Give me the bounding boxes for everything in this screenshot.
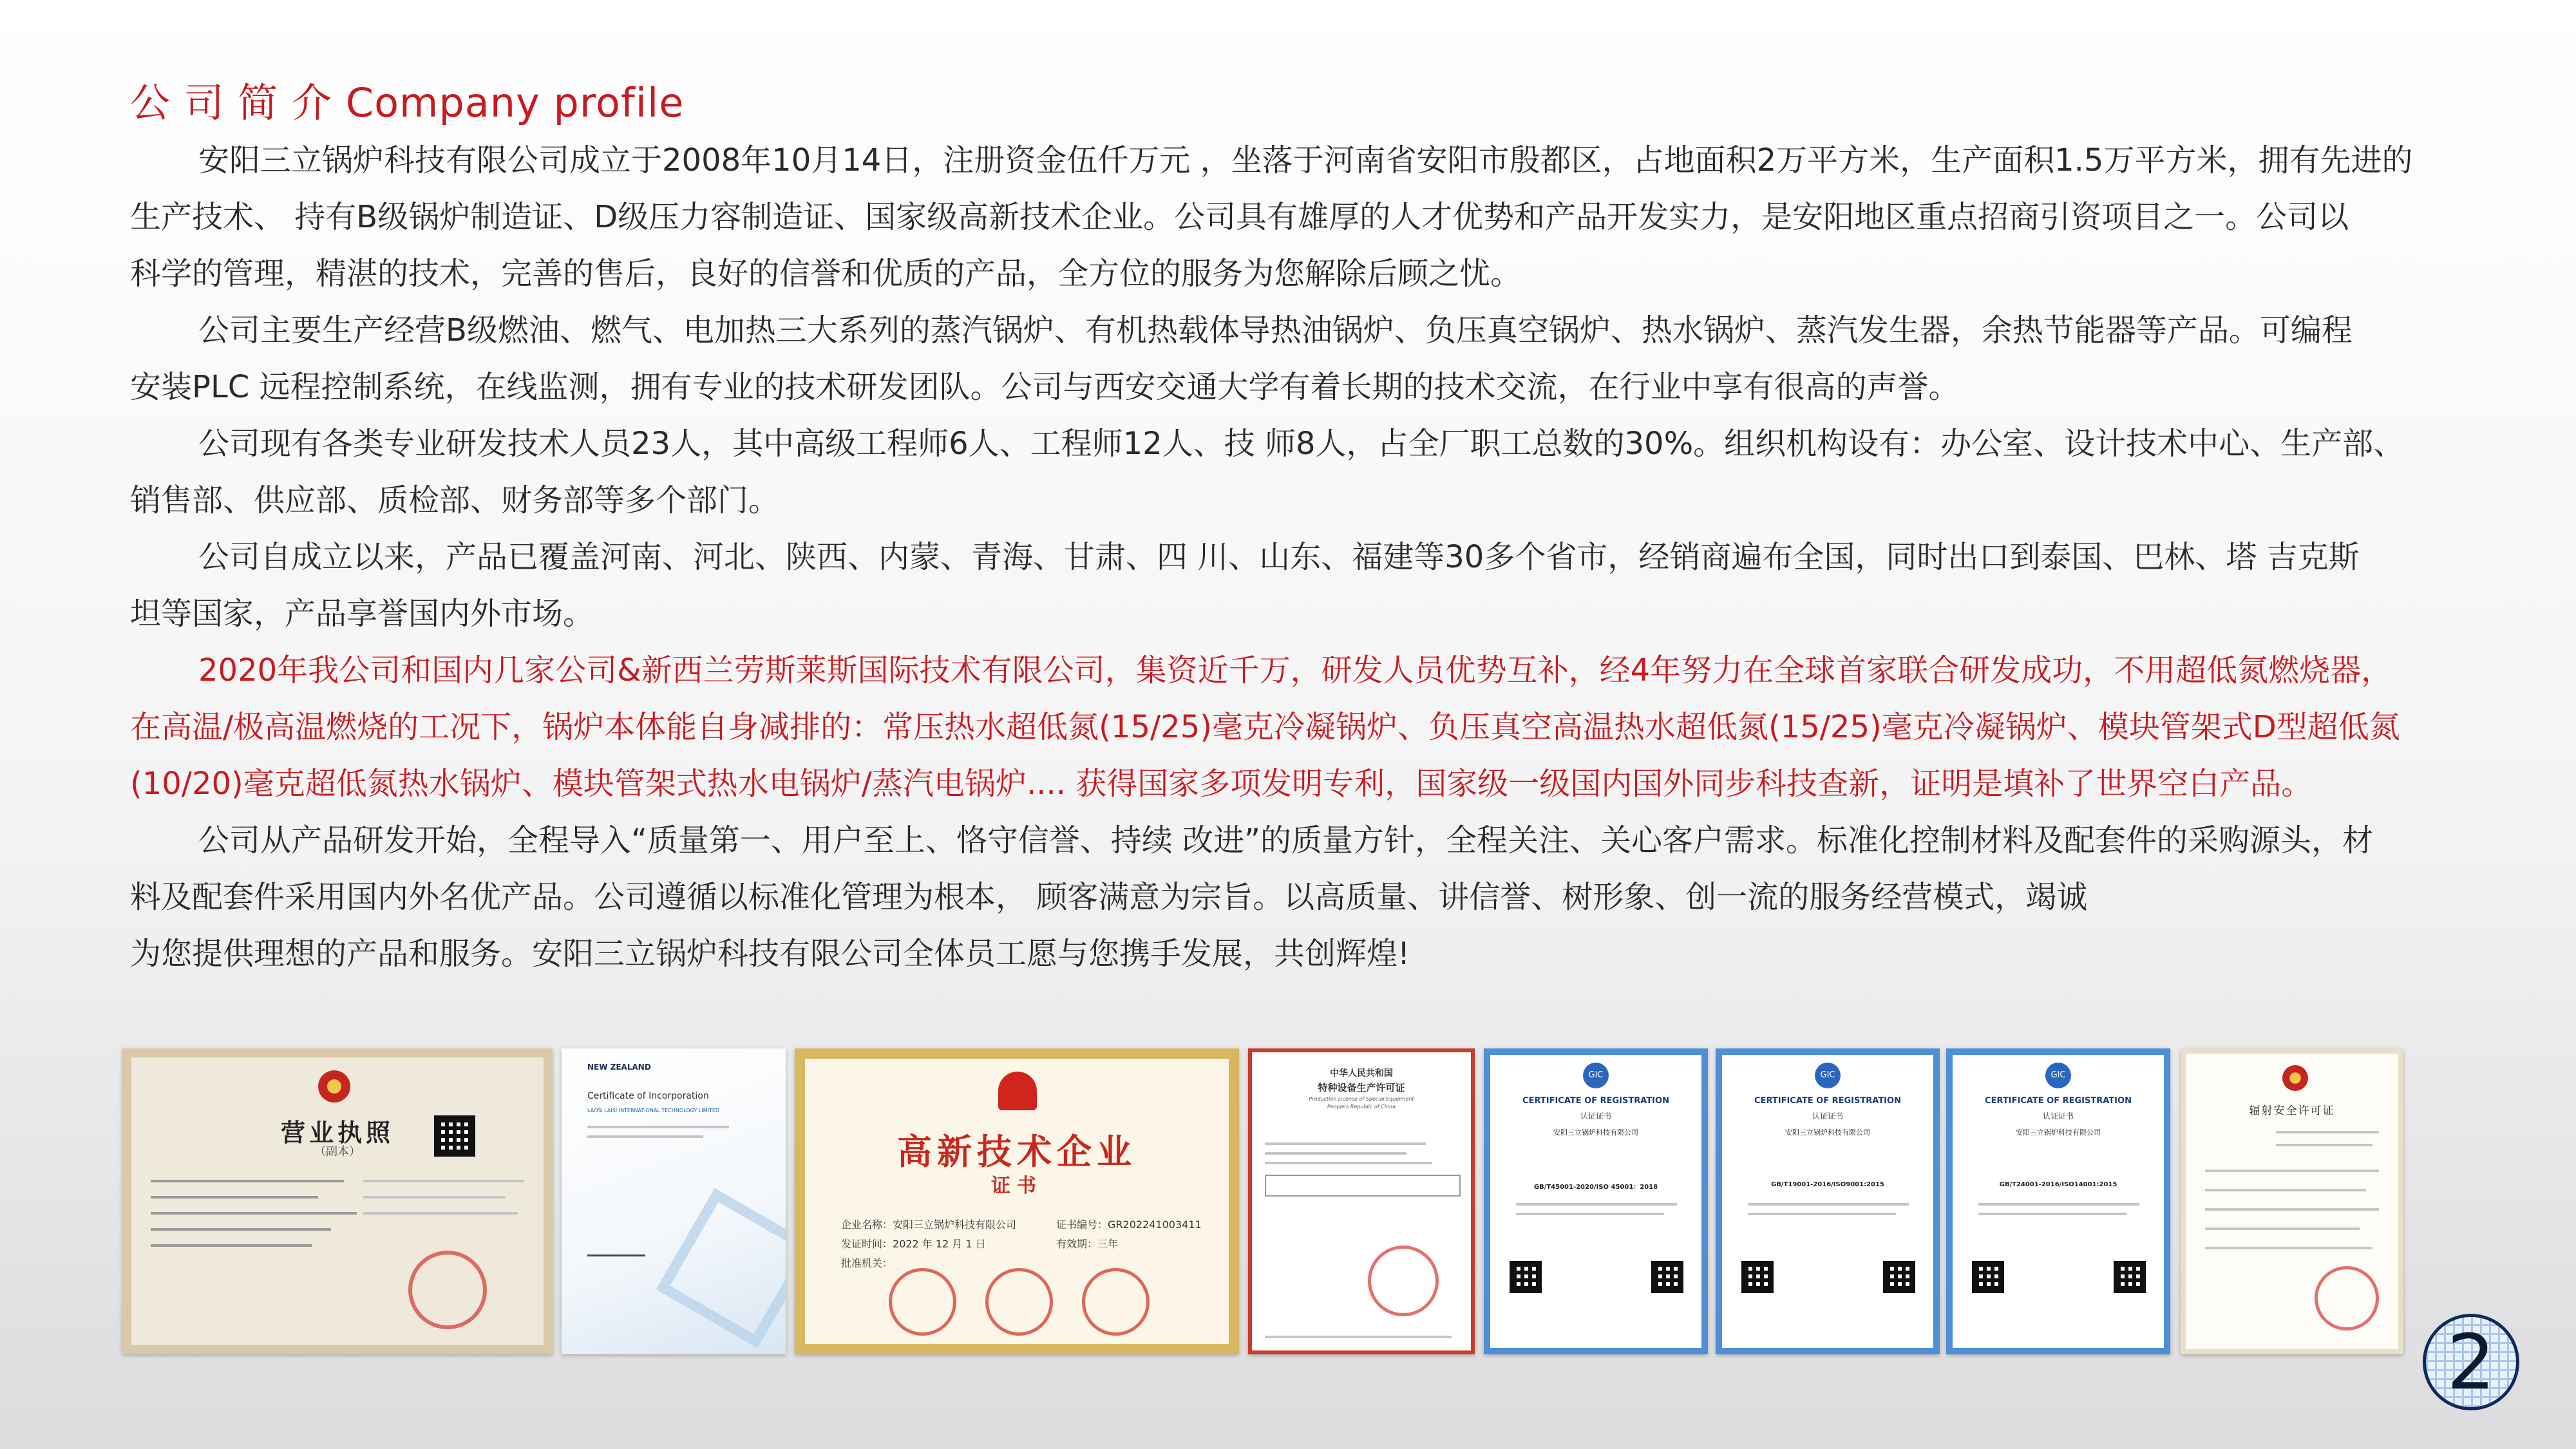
signature-icon	[587, 1242, 645, 1256]
company-profile-text	[130, 132, 2461, 982]
registration-subtitle: 认证证书	[1580, 1112, 1611, 1121]
text-line: 料及配套件采用国内外名优产品。公司遵循以标准化管理为根本， 顾客满意为宗旨。以高质量、讲信誉、树形象、创一流的服务经营模式，竭诚	[130, 879, 2088, 915]
text-line: 公司从产品研发开始，全程导入“质量第一、用户至上、恪守信誉、持续 改进”的质量方针，全程关注、关心客户需求。标准化控制材料及配套件的采购源头，材	[198, 822, 2373, 858]
text-line: 2020年我公司和国内几家公司&新西兰劳斯莱斯国际技术有限公司，集资近千万，研发人员优势互补，经4年努力在全球首家联合研发成功，不用超低氮燃烧器，	[198, 652, 2392, 688]
registration-certificate-iso9001	[1716, 1048, 1940, 1354]
text-line: 公司自成立以来，产品已覆盖河南、河北、陕西、内蒙、青海、甘肃、四 川、山东、福建等30多个省市，经销商遍布全国，同时出口到泰国、巴林、塔 吉克斯	[198, 539, 2360, 575]
field-label: 发证时间：	[841, 1238, 893, 1250]
high-tech-enterprise-certificate	[795, 1048, 1239, 1354]
red-seal-icon	[1082, 1268, 1150, 1336]
paragraph-founding	[130, 132, 2461, 302]
text-line: 安装PLC 远程控制系统，在线监测，拥有专业的技术研发团队。公司与西安交通大学有着长期的技术交流，在行业中享有很高的声誉。	[130, 369, 1960, 405]
license-subtitle: （副本）	[314, 1145, 361, 1159]
registration-title: CERTIFICATE OF REGISTRATION	[1754, 1096, 1901, 1106]
qr-code-icon	[1651, 1261, 1683, 1293]
registration-standard: GB/T19001-2016/ISO9001:2015	[1771, 1181, 1884, 1188]
incorporation-company: LAOSI LAISI INTERNATIONAL TECHNOLOGY LIMITED	[587, 1108, 720, 1113]
paragraph-markets	[130, 529, 2461, 642]
registration-company: 安阳三立锅炉科技有限公司	[1785, 1128, 1870, 1137]
national-emblem-icon	[318, 1070, 350, 1103]
field-value: 安阳三立锅炉科技有限公司	[893, 1218, 1017, 1231]
gic-logo-icon: GIC	[1583, 1063, 1609, 1088]
gic-logo-icon: GIC	[1815, 1063, 1841, 1088]
paragraph-quality-policy	[130, 812, 2461, 982]
field-label: 有效期：	[1056, 1238, 1098, 1250]
license-country: 中华人民共和国	[1330, 1068, 1393, 1079]
gic-logo-icon: GIC	[2045, 1063, 2071, 1088]
qr-code-icon	[2114, 1261, 2146, 1293]
high-tech-validity-row	[1056, 1236, 1118, 1251]
registration-company: 安阳三立锅炉科技有限公司	[1553, 1128, 1638, 1137]
business-license-certificate	[122, 1048, 553, 1354]
red-seal-icon	[408, 1251, 487, 1329]
field-label: 证书编号：	[1056, 1218, 1108, 1231]
text-line: 在高温/极高温燃烧的工况下，锅炉本体能自身减排的：常压热水超低氮(15/25)毫克冷凝锅炉、负压真空高温热水超低氮(15/25)毫克冷凝锅炉、模块管架式D型超低氮	[130, 709, 2400, 745]
hexagon-watermark	[656, 1188, 786, 1349]
text-line: 生产技术、 持有B级锅炉制造证、D级压力容制造证、国家级高新技术企业。公司具有雄厚的人才优势和产品开发实力，是安阳地区重点招商引资项目之一。公司以	[130, 199, 2349, 235]
qr-code-icon	[1883, 1261, 1915, 1293]
registration-standard: GB/T24001-2016/ISO14001:2015	[1999, 1181, 2117, 1188]
red-seal-icon	[1368, 1245, 1439, 1316]
incorporation-certificate	[562, 1048, 786, 1354]
text-line: 坦等国家，产品享誉国内外市场。	[130, 596, 594, 632]
torch-emblem-icon	[998, 1072, 1037, 1110]
special-equipment-license	[1248, 1048, 1475, 1354]
qr-code-icon	[434, 1115, 475, 1157]
paragraph-rnd-highlight	[130, 642, 2461, 812]
text-line: 安阳三立锅炉科技有限公司成立于2008年10月14日，注册资金伍仟万元 ，坐落于河南省安阳市殷都区，占地面积2万平方米，生产面积1.5万平方米，拥有先进的	[198, 142, 2413, 178]
registration-certificate-iso45001	[1484, 1048, 1708, 1354]
text-line: 公司现有各类专业研发技术人员23人，其中高级工程师6人、工程师12人、技 师8人，占全厂职工总数的30%。组织机构设有：办公室、设计技术中心、生产部、	[198, 426, 2405, 462]
field-value: 三年	[1097, 1238, 1119, 1250]
qr-code-icon	[1741, 1261, 1774, 1293]
registration-title: CERTIFICATE OF REGISTRATION	[1522, 1096, 1669, 1106]
license-title: 特种设备生产许可证	[1318, 1082, 1405, 1094]
nz-header: NEW ZEALAND	[587, 1063, 651, 1072]
paragraph-staff	[130, 415, 2461, 529]
incorporation-title: Certificate of Incorporation	[587, 1091, 709, 1101]
qr-code-icon	[1972, 1261, 2004, 1293]
high-tech-title: 高新技术企业	[897, 1132, 1137, 1172]
text-line: 科学的管理，精湛的技术，完善的售后，良好的信誉和优质的产品，全方位的服务为您解除后顾之忧。	[130, 256, 1522, 292]
page-number: 2	[2447, 1318, 2496, 1406]
certificate-gallery	[122, 1048, 2415, 1354]
qr-code-icon	[1510, 1261, 1542, 1293]
license-table	[1265, 1175, 1461, 1197]
page-number-badge	[2423, 1314, 2519, 1410]
radiation-safety-license	[2181, 1048, 2403, 1354]
text-line: 公司主要生产经营B级燃油、燃气、电加热三大系列的蒸汽锅炉、有机热载体导热油锅炉、负压真空锅炉、热水锅炉、蒸汽发生器，余热节能器等产品。可编程	[198, 312, 2353, 348]
national-emblem-icon	[2282, 1065, 2308, 1091]
license-en-subtitle: People's Republic of China	[1327, 1104, 1396, 1110]
registration-certificate-iso14001	[1946, 1048, 2170, 1354]
red-seal-icon	[889, 1268, 956, 1336]
text-line: 为您提供理想的产品和服务。安阳三立锅炉科技有限公司全体员工愿与您携手发展，共创辉煌!	[130, 936, 1410, 972]
license-en-title: Production License of Special Equipment	[1309, 1096, 1414, 1102]
field-value: 2022 年 12 月 1 日	[893, 1238, 986, 1250]
registration-standard: GB/T45001-2020/ISO 45001：2018	[1533, 1184, 1658, 1191]
registration-company: 安阳三立锅炉科技有限公司	[2016, 1128, 2101, 1137]
radiation-license-title: 辐射安全许可证	[2249, 1104, 2335, 1117]
field-value: GR202241003411	[1108, 1218, 1202, 1231]
license-title: 营业执照	[280, 1119, 394, 1147]
high-tech-cert-no-row	[1056, 1217, 1202, 1231]
paragraph-products	[130, 302, 2461, 415]
page-title: 公 司 简 介 Company profile	[130, 79, 685, 126]
high-tech-subtitle: 证书	[991, 1175, 1043, 1197]
high-tech-date-row	[841, 1236, 986, 1251]
red-seal-icon	[2315, 1266, 2379, 1331]
text-line: (10/20)毫克超低氮热水锅炉、模块管架式热水电锅炉/蒸汽电锅炉.... 获得国家多项发明专利，国家级一级国内国外同步科技查新，证明是填补了世界空白产品。	[130, 766, 2313, 802]
field-label: 企业名称：	[841, 1218, 893, 1231]
text-line: 销售部、供应部、质检部、财务部等多个部门。	[130, 482, 780, 518]
registration-subtitle: 认证证书	[1812, 1112, 1843, 1121]
registration-subtitle: 认证证书	[2042, 1112, 2074, 1121]
registration-title: CERTIFICATE OF REGISTRATION	[1985, 1096, 2132, 1106]
red-seal-icon	[985, 1268, 1053, 1336]
high-tech-approval-label: 批准机关：	[841, 1257, 893, 1269]
high-tech-company-row	[841, 1217, 1016, 1231]
